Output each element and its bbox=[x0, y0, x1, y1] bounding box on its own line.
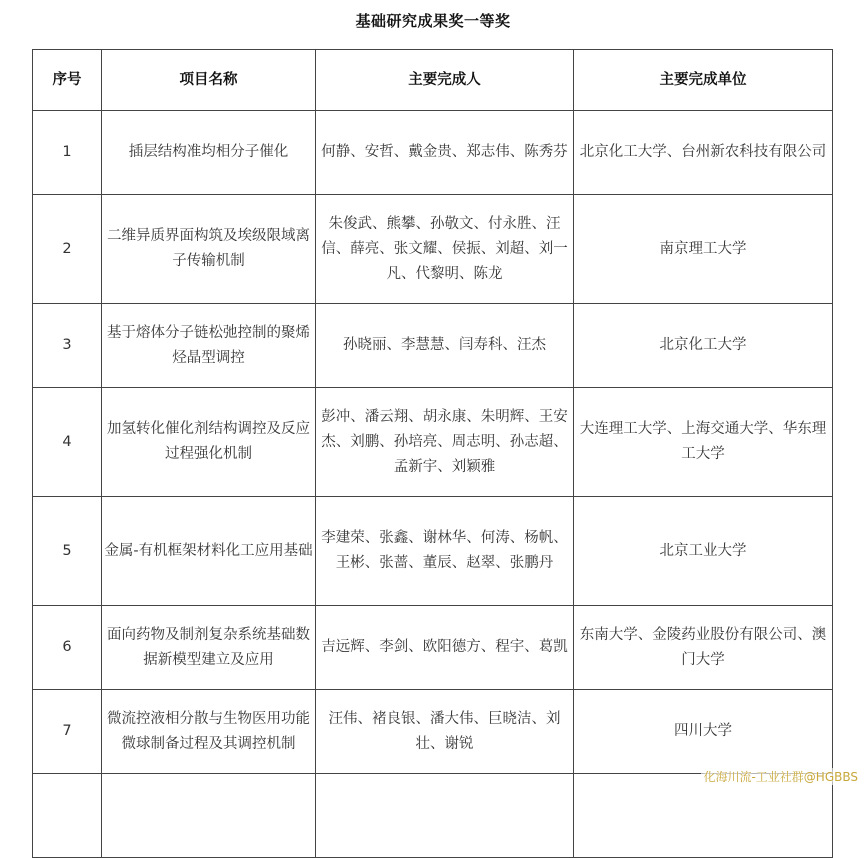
awards-table bbox=[32, 49, 833, 858]
cell-people: 李建荣、张鑫、谢林华、何涛、杨帆、王彬、张蔷、董辰、赵翠、张鹏丹 bbox=[316, 497, 574, 606]
table-row bbox=[33, 497, 833, 606]
cell-project: 微流控液相分散与生物医用功能微球制备过程及其调控机制 bbox=[102, 690, 316, 774]
cell-seq: 3 bbox=[33, 304, 102, 388]
cell-units: 北京化工大学 bbox=[574, 304, 833, 388]
cell-seq: 1 bbox=[33, 111, 102, 195]
cell-people bbox=[316, 774, 574, 858]
cell-project: 加氢转化催化剂结构调控及反应过程强化机制 bbox=[102, 388, 316, 497]
cell-people: 吉远辉、李剑、欧阳德方、程宇、葛凯 bbox=[316, 606, 574, 690]
cell-seq: 4 bbox=[33, 388, 102, 497]
header-seq: 序号 bbox=[33, 50, 102, 111]
cell-seq: 5 bbox=[33, 497, 102, 606]
table-row bbox=[33, 195, 833, 304]
header-units: 主要完成单位 bbox=[574, 50, 833, 111]
table-row bbox=[33, 690, 833, 774]
cell-project: 面向药物及制剂复杂系统基础数据新模型建立及应用 bbox=[102, 606, 316, 690]
cell-people: 汪伟、褚良银、潘大伟、巨晓洁、刘壮、谢锐 bbox=[316, 690, 574, 774]
cell-units: 大连理工大学、上海交通大学、华东理工大学 bbox=[574, 388, 833, 497]
cell-project: 插层结构准均相分子催化 bbox=[102, 111, 316, 195]
table-row bbox=[33, 111, 833, 195]
header-people: 主要完成人 bbox=[316, 50, 574, 111]
cell-seq: 6 bbox=[33, 606, 102, 690]
cell-units bbox=[574, 774, 833, 858]
cell-project: 基于熔体分子链松弛控制的聚烯烃晶型调控 bbox=[102, 304, 316, 388]
cell-units: 东南大学、金陵药业股份有限公司、澳门大学 bbox=[574, 606, 833, 690]
cell-people: 孙晓丽、李慧慧、闫寿科、汪杰 bbox=[316, 304, 574, 388]
cell-seq: 7 bbox=[33, 690, 102, 774]
table-row bbox=[33, 774, 833, 858]
table-row bbox=[33, 388, 833, 497]
table-row bbox=[33, 606, 833, 690]
cell-people: 彭冲、潘云翔、胡永康、朱明辉、王安杰、刘鹏、孙培亮、周志明、孙志超、孟新宇、刘颖雅 bbox=[316, 388, 574, 497]
cell-seq: 2 bbox=[33, 195, 102, 304]
table-header-row bbox=[33, 50, 833, 111]
cell-units: 南京理工大学 bbox=[574, 195, 833, 304]
page-title: 基础研究成果奖一等奖 bbox=[355, 12, 511, 30]
cell-units: 北京化工大学、台州新农科技有限公司 bbox=[574, 111, 833, 195]
cell-people: 朱俊武、熊攀、孙敬文、付永胜、汪信、薛亮、张文耀、侯振、刘超、刘一凡、代黎明、陈龙 bbox=[316, 195, 574, 304]
table-row bbox=[33, 304, 833, 388]
header-project: 项目名称 bbox=[102, 50, 316, 111]
cell-seq bbox=[33, 774, 102, 858]
cell-project bbox=[102, 774, 316, 858]
cell-project: 金属-有机框架材料化工应用基础 bbox=[102, 497, 316, 606]
cell-units: 北京工业大学 bbox=[574, 497, 833, 606]
watermark: 化海川流-工业社群@HGBBS bbox=[703, 770, 858, 784]
cell-project: 二维异质界面构筑及埃级限域离子传输机制 bbox=[102, 195, 316, 304]
cell-people: 何静、安哲、戴金贵、郑志伟、陈秀芬 bbox=[316, 111, 574, 195]
cell-units: 四川大学 bbox=[574, 690, 833, 774]
